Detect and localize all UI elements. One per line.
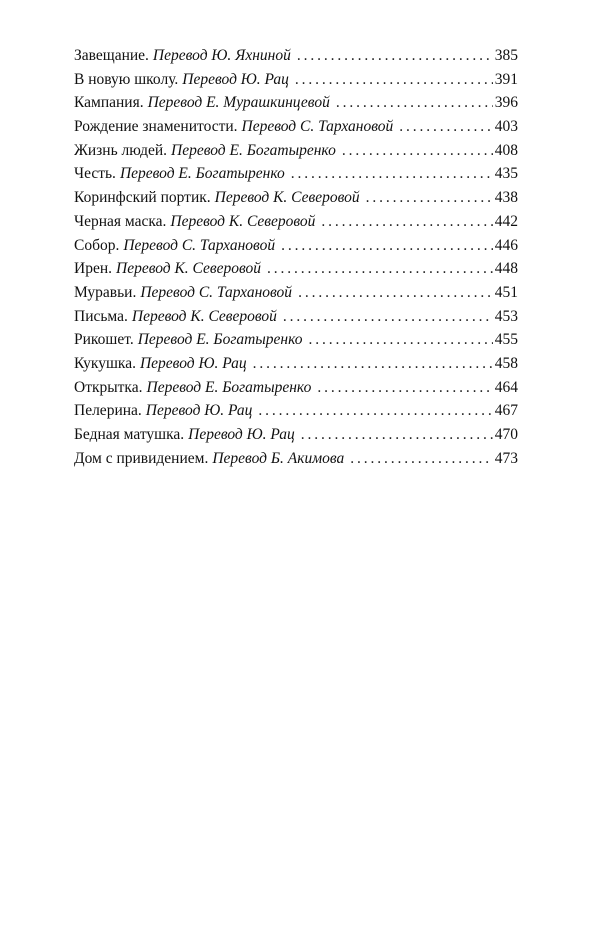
toc-dot-leader — [295, 68, 493, 92]
toc-entry — [74, 234, 518, 258]
toc-entry — [74, 376, 518, 400]
toc-entry-translator: Перевод Е. Богатыренко — [137, 331, 303, 349]
toc-entry-title: Честь. — [74, 165, 116, 183]
toc-entry-title: Черная маска. — [74, 212, 167, 230]
toc-entry-translator: Перевод Ю. Рац — [139, 354, 247, 372]
toc-entry-translator: Перевод Е. Богатыренко — [146, 378, 312, 396]
toc-entry-page-number: 470 — [494, 426, 518, 443]
toc-entry — [74, 399, 518, 423]
toc-dot-leader — [291, 162, 493, 186]
toc-dot-leader — [267, 257, 493, 281]
toc-entry-translator: Перевод Е. Богатыренко — [119, 165, 285, 183]
toc-entry-translator: Перевод Ю. Рац — [188, 426, 295, 443]
toc-entry-translator: Перевод Е. Мурашкинцевой — [147, 94, 330, 112]
toc-dot-leader — [366, 186, 493, 210]
toc-entry-title: Письма. — [74, 307, 128, 325]
toc-dot-leader — [309, 328, 493, 352]
toc-entry-translator: Перевод С. Тархановой — [241, 118, 394, 136]
toc-entry-translator: Перевод Б. Акимова — [212, 449, 345, 467]
toc-entry-page-number: 448 — [494, 260, 518, 278]
toc-entry — [74, 328, 518, 352]
toc-entry-page-number: 435 — [494, 165, 518, 183]
toc-entry-page-number: 403 — [494, 118, 518, 136]
toc-entry-page-number: 442 — [494, 212, 518, 230]
toc-dot-leader — [283, 305, 493, 329]
toc-dot-leader — [350, 447, 493, 471]
toc-entry-title: Кампания. — [74, 94, 144, 112]
toc-entry-translator: Перевод Е. Богатыренко — [171, 141, 336, 159]
toc-dot-leader — [321, 210, 492, 234]
toc-dot-leader — [317, 376, 492, 400]
toc-entry — [74, 91, 518, 115]
toc-entry-translator: Перевод С. Тархановой — [123, 236, 276, 254]
toc-entry-page-number: 464 — [494, 378, 518, 396]
toc-entry-title: Рикошет. — [74, 331, 134, 349]
toc-entry-page-number: 453 — [494, 307, 518, 325]
toc-entry-title: Коринфский портик. — [74, 189, 211, 207]
toc-dot-leader — [253, 352, 493, 376]
toc-entry-title: Бедная матушка. — [74, 426, 185, 443]
toc-entry-title: Муравьи. — [74, 283, 137, 301]
toc-entry-title: Собор. — [74, 236, 120, 254]
toc-entry — [74, 257, 518, 281]
toc-entry — [74, 447, 518, 471]
toc-entry-page-number: 438 — [494, 189, 518, 207]
toc-entry-page-number: 396 — [494, 94, 518, 112]
toc-entry — [74, 423, 518, 447]
toc-dot-leader — [336, 91, 493, 115]
toc-entry-translator: Перевод К. Северовой — [170, 212, 316, 230]
toc-dot-leader — [298, 281, 493, 305]
toc-entry-title: Дом с привидением. — [74, 449, 209, 467]
toc-dot-leader — [342, 139, 493, 163]
toc-entry — [74, 352, 518, 376]
toc-entry — [74, 210, 518, 234]
toc-entry — [74, 186, 518, 210]
toc-entry — [74, 44, 518, 68]
toc-entry — [74, 139, 518, 163]
toc-entry-title: В новую школу. — [74, 70, 179, 88]
toc-dot-leader — [399, 115, 493, 139]
toc-entry-page-number: 467 — [494, 402, 518, 420]
toc-entry-translator: Перевод Ю. Яхниной — [152, 47, 291, 64]
toc-entry-page-number: 451 — [494, 283, 518, 301]
toc-entry-page-number: 446 — [494, 236, 518, 254]
toc-entry-translator: Перевод К. Северовой — [131, 307, 277, 325]
toc-entry-title: Пелерина. — [74, 402, 142, 420]
toc-entry-title: Кукушка. — [74, 354, 136, 372]
toc-dot-leader — [258, 399, 492, 423]
toc-dot-leader — [281, 234, 493, 258]
toc-dot-leader — [297, 44, 493, 68]
toc-entry-page-number: 458 — [494, 354, 518, 372]
toc-entry-title: Открытка. — [74, 378, 143, 396]
toc-entry — [74, 68, 518, 92]
toc-entry-translator: Перевод К. Северовой — [214, 189, 360, 207]
toc-entry — [74, 305, 518, 329]
toc-entry-translator: Перевод Ю. Рац — [182, 70, 289, 88]
toc-entry-page-number: 385 — [494, 47, 518, 64]
toc-entry-page-number: 455 — [494, 331, 518, 349]
toc-entry-title: Ирен. — [74, 260, 112, 278]
toc-entry — [74, 115, 518, 139]
toc-entry-page-number: 408 — [494, 141, 518, 159]
toc-entry-title: Рождение знаменитости. — [74, 118, 238, 136]
toc-entry-title: Жизнь людей. — [74, 141, 168, 159]
toc-dot-leader — [301, 423, 493, 447]
toc-entry-translator: Перевод К. Северовой — [116, 260, 261, 278]
toc-entry-title: Завещание. — [74, 47, 149, 64]
toc-entry-page-number: 391 — [494, 70, 518, 88]
toc-entry-translator: Перевод Ю. Рац — [145, 402, 253, 420]
table-of-contents — [74, 44, 518, 470]
toc-entry — [74, 162, 518, 186]
toc-entry-translator: Перевод С. Тархановой — [140, 283, 293, 301]
toc-entry-page-number: 473 — [494, 449, 518, 467]
toc-entry — [74, 281, 518, 305]
